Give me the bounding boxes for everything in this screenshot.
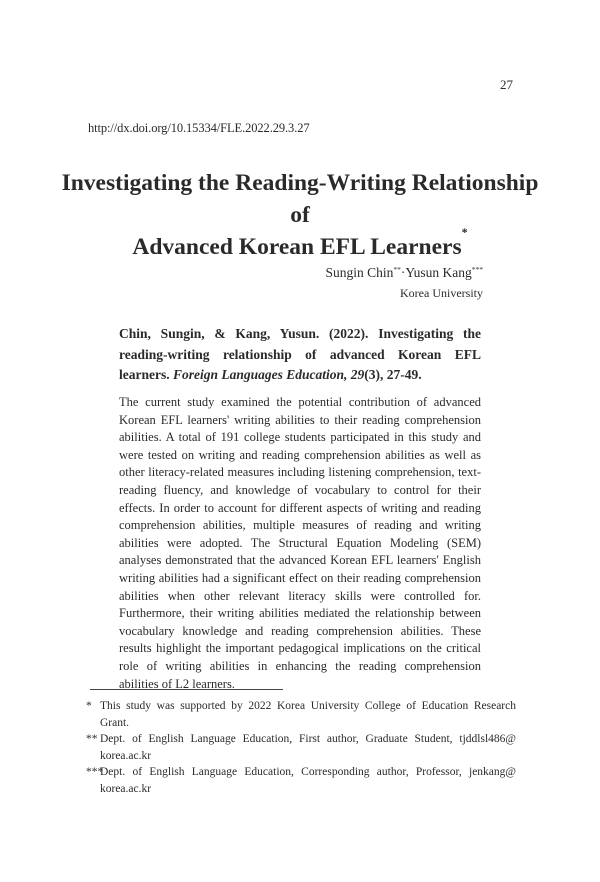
title-footnote-marker: * [461, 224, 468, 239]
footnote-marker: *** [86, 766, 104, 779]
author-2: Yusun Kang [405, 265, 472, 280]
title-line-1: Investigating the Reading-Writing Relationship of [61, 170, 539, 228]
citation-journal: Foreign Languages Education, 29 [172, 367, 365, 382]
title-line-2-text: Advanced Korean EFL Learners [132, 233, 462, 260]
footnote-marker: ** [86, 733, 98, 746]
author-separator: · [400, 265, 406, 280]
author-block [325, 262, 483, 304]
citation-issue-pages: (3), 27-49. [364, 367, 422, 382]
author-1-marker: ** [393, 265, 401, 274]
footnote [88, 698, 516, 731]
citation-main: Chin, Sungin, & Kang, Yusun. (2022). Investigating the reading-writing relationship of advanced Korean EFL learners. [119, 326, 481, 382]
title-line-2 [60, 224, 540, 264]
footnote [88, 731, 516, 764]
author-1: Sungin Chin [325, 265, 394, 280]
doi-link[interactable]: http://dx.doi.org/10.15334/FLE.2022.29.3.27 [88, 121, 310, 135]
citation [119, 324, 481, 386]
page-number: 27 [500, 77, 513, 92]
paper-title [60, 168, 540, 264]
footnote-divider [90, 689, 283, 690]
footnotes [88, 698, 516, 798]
footnote-text: Dept. of English Language Education, Corresponding author, Professor, jenkang@ korea.ac.kr [100, 766, 516, 795]
footnote [88, 764, 516, 797]
footnote-text: Dept. of English Language Education, First author, Graduate Student, tjddlsl486@ korea.ac.kr [100, 733, 516, 762]
author-names [325, 262, 483, 283]
footnote-marker: * [86, 700, 92, 712]
author-2-marker: *** [471, 265, 483, 274]
affiliation: Korea University [400, 286, 483, 300]
footnote-text: This study was supported by 2022 Korea University College of Education Research Grant. [100, 700, 516, 729]
abstract: The current study examined the potential contribution of advanced Korean EFL learners' writing abilities to their reading comprehension abilities. A total of 191 college students participated in this study and were tested on writing and reading comprehension abilities as well as other literacy-related measures including listening comprehension, text-reading fluency, and knowledge of vocabulary to control for their effects. In order to account for different aspects of writing and reading comprehension abilities, multiple measures of reading and writing abilities were adopted. The Structural Equation Modeling (SEM) analyses demonstrated that the advanced Korean EFL learners' English writing abilities had a significant effect on their reading comprehension abilities when other relevant literacy skills were controlled for. Furthermore, their writing abilities mediated the relationship between vocabulary knowledge and reading comprehension abilities. These results highlight the important pedagogical implications on the critical role of writing abilities in enhancing the reading comprehension abilities of L2 learners. [119, 395, 481, 691]
